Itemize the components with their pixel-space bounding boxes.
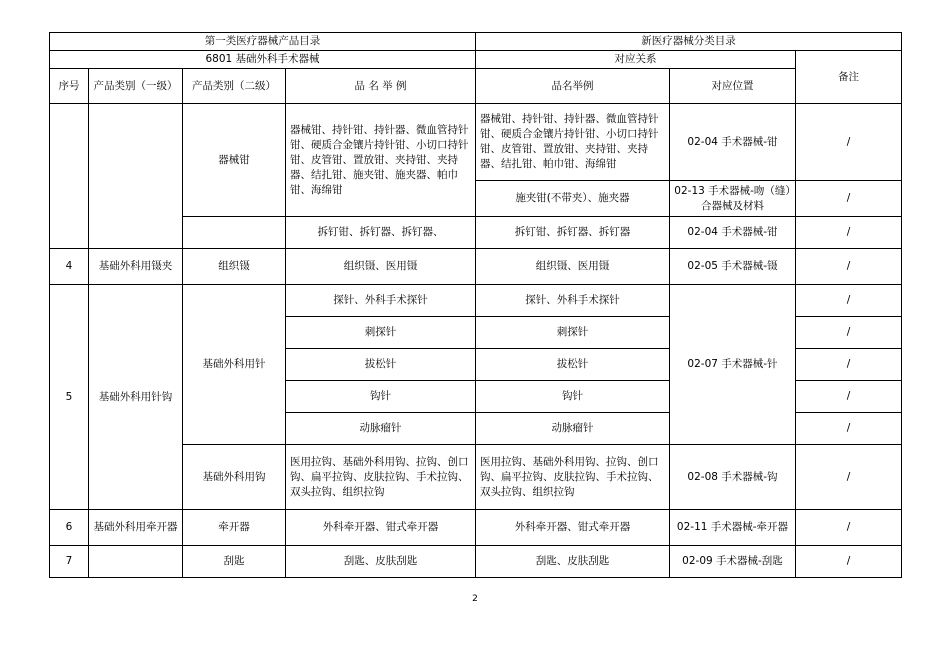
- header-row-2: [50, 51, 902, 69]
- cell-position: 02-11 手术器械-牵开器: [670, 510, 796, 546]
- col-examples-old-header: 品 名 举 例: [286, 69, 476, 104]
- cell-no: 6: [50, 510, 89, 546]
- cell-new-examples: 施夹钳(不带夹）、施夹器: [476, 181, 670, 217]
- cell-new-examples: 组织镊、医用镊: [476, 249, 670, 285]
- cell-remark: /: [796, 285, 902, 317]
- cell-position: 02-05 手术器械-镊: [670, 249, 796, 285]
- cell-cat1: 基础外科用针钩: [89, 285, 183, 510]
- cell-remark: /: [796, 381, 902, 413]
- col-cat1-header: 产品类别（一级）: [89, 69, 183, 104]
- cell-cat2: 刮匙: [183, 546, 286, 578]
- old-catalog-title: 第一类医疗器械产品目录: [50, 33, 476, 51]
- classification-table: [49, 32, 902, 578]
- cell-position: 02-13 手术器械-吻（缝）合器械及材料: [670, 181, 796, 217]
- cell-position: 02-04 手术器械-钳: [670, 217, 796, 249]
- cell-position: 02-07 手术器械-针: [670, 285, 796, 445]
- cell-cat2: 基础外科用针: [183, 285, 286, 445]
- cell-cat2: 牵开器: [183, 510, 286, 546]
- cell-remark: /: [796, 349, 902, 381]
- cell-old-examples: 组织镊、医用镊: [286, 249, 476, 285]
- cell-old-examples: 医用拉钩、基础外科用钩、拉钩、创口钩、扁平拉钩、皮肤拉钩、手术拉钩、双头拉钩、组织拉钩: [286, 445, 476, 510]
- cell-old-examples: 拆钉钳、拆钉器、拆钉器、: [286, 217, 476, 249]
- cell-old-examples: 拔松针: [286, 349, 476, 381]
- cell-old-examples: 器械钳、持针钳、持针器、微血管持针钳、硬质合金镶片持针钳、小切口持针钳、皮管钳、置放钳、夹持钳、夹持器、结扎钳、施夹钳、施夹器、帕巾钳、海绵钳: [286, 104, 476, 217]
- cell-old-examples: 外科牵开器、钳式牵开器: [286, 510, 476, 546]
- cell-cat2: 器械钳: [183, 104, 286, 217]
- cell-new-examples: 刮匙、皮肤刮匙: [476, 546, 670, 578]
- cell-new-examples: 器械钳、持针钳、持针器、微血管持针钳、硬质合金镶片持针钳、小切口持针钳、皮管钳、置放钳、夹持钳、夹持器、结扎钳、帕巾钳、海绵钳: [476, 104, 670, 181]
- cell-remark: /: [796, 249, 902, 285]
- cell-new-examples: 外科牵开器、钳式牵开器: [476, 510, 670, 546]
- new-catalog-title: 新医疗器械分类目录: [476, 33, 902, 51]
- cell-cat1: 基础外科用镊夹: [89, 249, 183, 285]
- col-cat2-header: 产品类别（二级）: [183, 69, 286, 104]
- cell-remark: /: [796, 546, 902, 578]
- cell-position: 02-08 手术器械-钩: [670, 445, 796, 510]
- cell-position: 02-09 手术器械-刮匙: [670, 546, 796, 578]
- cell-cat1: [89, 546, 183, 578]
- cell-new-examples: 钩针: [476, 381, 670, 413]
- cell-remark: /: [796, 217, 902, 249]
- cell-remark: /: [796, 317, 902, 349]
- col-position-header: 对应位置: [670, 69, 796, 104]
- cell-cat2: 组织镊: [183, 249, 286, 285]
- cell-remark: /: [796, 445, 902, 510]
- cell-new-examples: 动脉瘤针: [476, 413, 670, 445]
- remarks-header: 备注: [796, 51, 902, 104]
- col-no-header: 序号: [50, 69, 89, 104]
- cell-remark: /: [796, 413, 902, 445]
- cell-old-examples: 探针、外科手术探针: [286, 285, 476, 317]
- cell-no: 4: [50, 249, 89, 285]
- cell-position: 02-04 手术器械-钳: [670, 104, 796, 181]
- cell-old-examples: 钩针: [286, 381, 476, 413]
- table-row: [50, 249, 902, 285]
- cell-remark: /: [796, 510, 902, 546]
- col-examples-new-header: 品名举例: [476, 69, 670, 104]
- cell-new-examples: 拔松针: [476, 349, 670, 381]
- table-row: [50, 104, 902, 181]
- cell-old-examples: 刮匙、皮肤刮匙: [286, 546, 476, 578]
- cell-remark: /: [796, 181, 902, 217]
- cell-cat2: 基础外科用钩: [183, 445, 286, 510]
- cell-cat1: [89, 104, 183, 249]
- cell-new-examples: 探针、外科手术探针: [476, 285, 670, 317]
- table-row: [50, 546, 902, 578]
- cell-no: 7: [50, 546, 89, 578]
- table-row: [50, 510, 902, 546]
- header-row-1: [50, 33, 902, 51]
- cell-old-examples: 刺探针: [286, 317, 476, 349]
- cell-cat2: [183, 217, 286, 249]
- header-row-3: [50, 69, 902, 104]
- cell-cat1: 基础外科用牵开器: [89, 510, 183, 546]
- table-row: [50, 285, 902, 317]
- cell-new-examples: 刺探针: [476, 317, 670, 349]
- cell-remark: /: [796, 104, 902, 181]
- cell-no: [50, 104, 89, 249]
- cell-new-examples: 医用拉钩、基础外科用钩、拉钩、创口钩、扁平拉钩、皮肤拉钩、手术拉钩、双头拉钩、组织拉钩: [476, 445, 670, 510]
- old-category-title: 6801 基础外科手术器械: [50, 51, 476, 69]
- cell-no: 5: [50, 285, 89, 510]
- mapping-title: 对应关系: [476, 51, 796, 69]
- cell-old-examples: 动脉瘤针: [286, 413, 476, 445]
- cell-new-examples: 拆钉钳、拆钉器、拆钉器: [476, 217, 670, 249]
- page-number: 2: [472, 594, 478, 604]
